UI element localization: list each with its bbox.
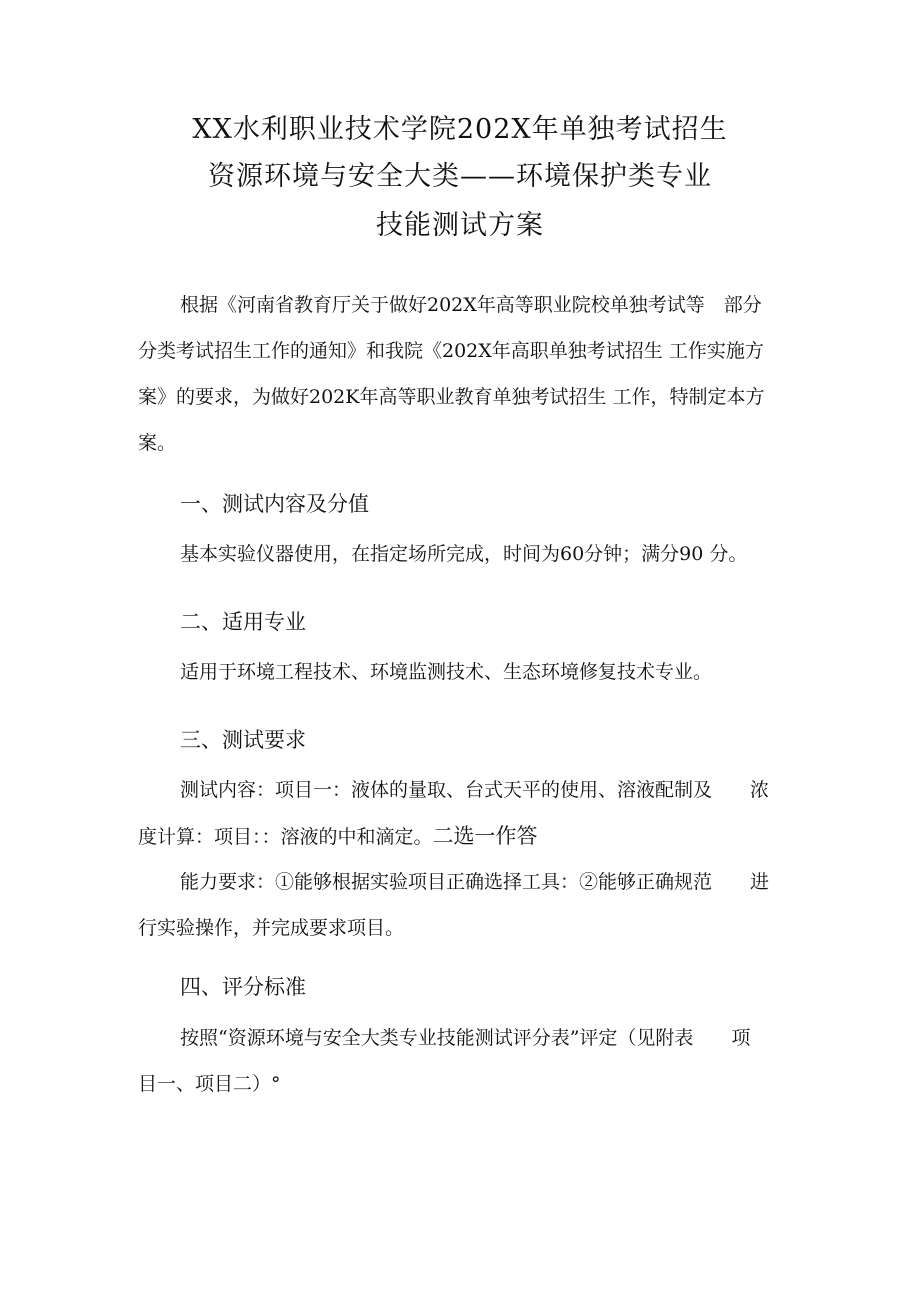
- intro-paragraph: [138, 282, 788, 466]
- intro-line-2: 分类考试招生工作的通知》和我院《202X年高职单独考试招生 工作实施方: [138, 340, 764, 362]
- intro-line-1: 根据《河南省教育厅关于做好202X年高等职业院校单独考试等 部分: [180, 294, 762, 316]
- ability-line-1: 能力要求：①能够根据实验项目正确选择工具：②能够正确规范 进: [180, 871, 770, 893]
- scoring-line-1: 按照“资源环境与安全大类专业技能测试评分表”评定（见附表 项: [180, 1027, 751, 1049]
- section-1-paragraph: [138, 531, 788, 577]
- document-title-line-1: XX水利职业技术学院202X年单独考试招生: [192, 114, 728, 145]
- choose-one-note: 二选一作答: [432, 824, 538, 848]
- intro-line-3: 案》的要求，为做好202K年高等职业教育单独考试招生 工作，特制定本方: [138, 386, 765, 408]
- test-content-text: 度计算：项目：：溶液的中和滴定。: [138, 826, 433, 848]
- section-2-paragraph: [138, 649, 788, 695]
- section-1-text: 基本实验仪器使用，在指定场所完成，时间为60分钟；满分90 分。: [180, 543, 748, 565]
- intro-line-4: 案。: [138, 432, 177, 454]
- section-3-paragraph: [138, 767, 788, 951]
- section-4-heading: 四、评分标准: [180, 975, 306, 999]
- document-title-line-3: 技能测试方案: [376, 210, 544, 241]
- ability-line-2: 行实验操作，并完成要求项目。: [138, 917, 405, 939]
- section-2-heading: 二、适用专业: [180, 610, 306, 634]
- section-4-paragraph: [138, 1015, 788, 1107]
- section-2-text: 适用于环境工程技术、环境监测技术、生态环境修复技术专业。: [180, 661, 713, 683]
- test-content-line-1: 测试内容：项目一：液体的量取、台式天平的使用、溶液配制及 浓: [180, 779, 770, 801]
- section-1-heading: 一、测试内容及分值: [180, 492, 369, 516]
- document-title-line-2: 资源环境与安全大类——环境保护类专业: [208, 161, 712, 192]
- test-content-line-2: [138, 813, 788, 859]
- section-3-heading: 三、测试要求: [180, 728, 306, 752]
- scoring-line-2: 目一、项目二）°: [138, 1073, 281, 1095]
